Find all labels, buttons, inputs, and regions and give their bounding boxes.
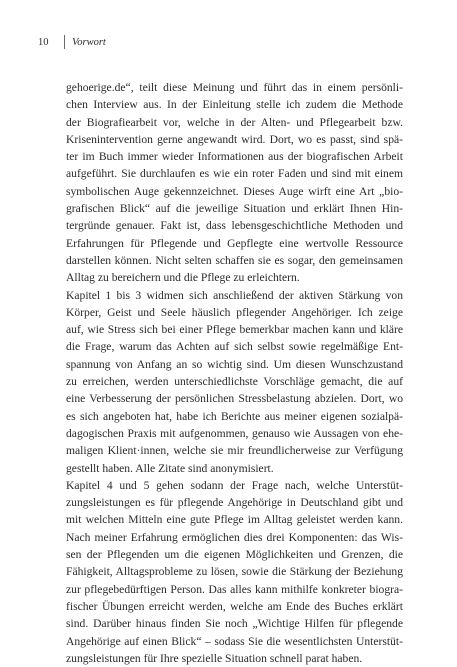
text-line: Kapitel 4 und 5 gehen sodann der Frage nach, welche Unterstüt- bbox=[66, 478, 403, 492]
text-line: Angehörige auf einen Blick“ – sodass Sie die wesentlichsten Unterstüt- bbox=[66, 634, 403, 648]
text-line: chen Interview aus. In der Einleitung stelle ich zudem die Methode bbox=[66, 98, 403, 112]
text-line: gestellt haben. Alle Zitate sind anonymisiert. bbox=[66, 461, 274, 475]
text-line: zu erreichen, werden unterschiedlichste Vorschläge gemacht, die auf bbox=[66, 375, 403, 389]
text-line: auf, wie Stress sich bei einer Pflege bemerkbar machen kann und kläre bbox=[66, 323, 403, 337]
text-line: dagogischen Praxis mit aufgenommen, genauso wie Aussagen von ehe- bbox=[66, 426, 403, 440]
text-line: mit welchen Mitteln eine gute Pflege im Alltag geleistet werden kann. bbox=[66, 513, 403, 527]
text-line: fischer Übungen erreicht werden, welche am Ende des Buches erklärt bbox=[66, 599, 403, 613]
text-line: aufgeführt. Sie durchlaufen es wie ein roter Faden und sind mit einem bbox=[66, 167, 403, 181]
page-number: 10 bbox=[38, 36, 49, 48]
text-line: die Frage, warum das Achten auf sich selbst sowie regelmäßige Ent- bbox=[66, 340, 403, 354]
text-line: gehoerige.de“, teilt diese Meinung und führt das in einem persönli- bbox=[66, 81, 403, 94]
text-line: zungsleistungen es für pflegende Angehörige in Deutschland gibt und bbox=[66, 496, 403, 510]
text-line: Alltag zu bereichern und die Pflege zu erleichtern. bbox=[66, 271, 300, 285]
body-text bbox=[66, 79, 403, 667]
text-line: Krisenintervention gerne angewandt wird. Dort, wo es passt, sind spä- bbox=[66, 132, 403, 146]
text-line: maligen Klient·innen, welche sie mir freundlicherweise zur Verfügung bbox=[66, 444, 403, 458]
text-line: symbolischen Auge gekennzeichnet. Dieses Auge wirft eine Art „bio- bbox=[66, 184, 403, 198]
text-line: der Biografiearbeit vor, welche in der Alten- und Pflegearbeit bzw. bbox=[66, 115, 403, 129]
text-line: Erfahrungen für Pflegende und Gepflegte eine wertvolle Ressource bbox=[66, 236, 403, 250]
text-line: es sich angeboten hat, habe ich Berichte aus meiner eigenen sozialpä- bbox=[66, 409, 403, 423]
text-line: eine Verbesserung der persönlichen Stressbelastung abzielen. Dort, wo bbox=[66, 392, 403, 406]
text-line: Fähigkeit, Alltagsprobleme zu lösen, sowie die Stärkung der Beziehung bbox=[66, 565, 403, 579]
text-line: tergründe genauer. Fakt ist, dass lebensgeschichtliche Methoden und bbox=[66, 219, 403, 233]
header-divider bbox=[64, 35, 65, 49]
text-line: zur pflegebedürftigen Person. Das alles kann mithilfe konkreter biogra- bbox=[66, 582, 403, 596]
text-line: Körper, Geist und Seele häuslich pflegender Angehöriger. Ich zeige bbox=[66, 305, 403, 319]
text-line: ter im Buch immer wieder Informationen aus der biografischen Arbeit bbox=[66, 150, 403, 164]
text-line: sen der Pflegenden um die eigenen Möglichkeiten und Grenzen, die bbox=[66, 548, 403, 562]
running-header bbox=[38, 34, 106, 50]
text-line: grafischen Blick“ auf die jeweilige Situation und erklärt Ihnen Hin- bbox=[66, 202, 403, 216]
text-line: darstellen können. Nicht selten schaffen sie es sogar, den gemeinsamen bbox=[66, 253, 403, 267]
text-line: Kapitel 1 bis 3 widmen sich anschließend der aktiven Stärkung von bbox=[66, 288, 403, 302]
text-line: Nach meiner Erfahrung ermöglichen dies drei Komponenten: das Wis- bbox=[66, 530, 403, 544]
text-line: spannung von Anfang an so wichtig sind. Um diesen Wunschzustand bbox=[66, 357, 403, 371]
text-line: zungsleistungen für Ihre spezielle Situation schnell parat haben. bbox=[66, 651, 363, 665]
running-title: Vorwort bbox=[72, 36, 106, 48]
text-line: sind. Darüber hinaus finden Sie noch „Wichtige Hilfen für pflegende bbox=[66, 617, 403, 631]
